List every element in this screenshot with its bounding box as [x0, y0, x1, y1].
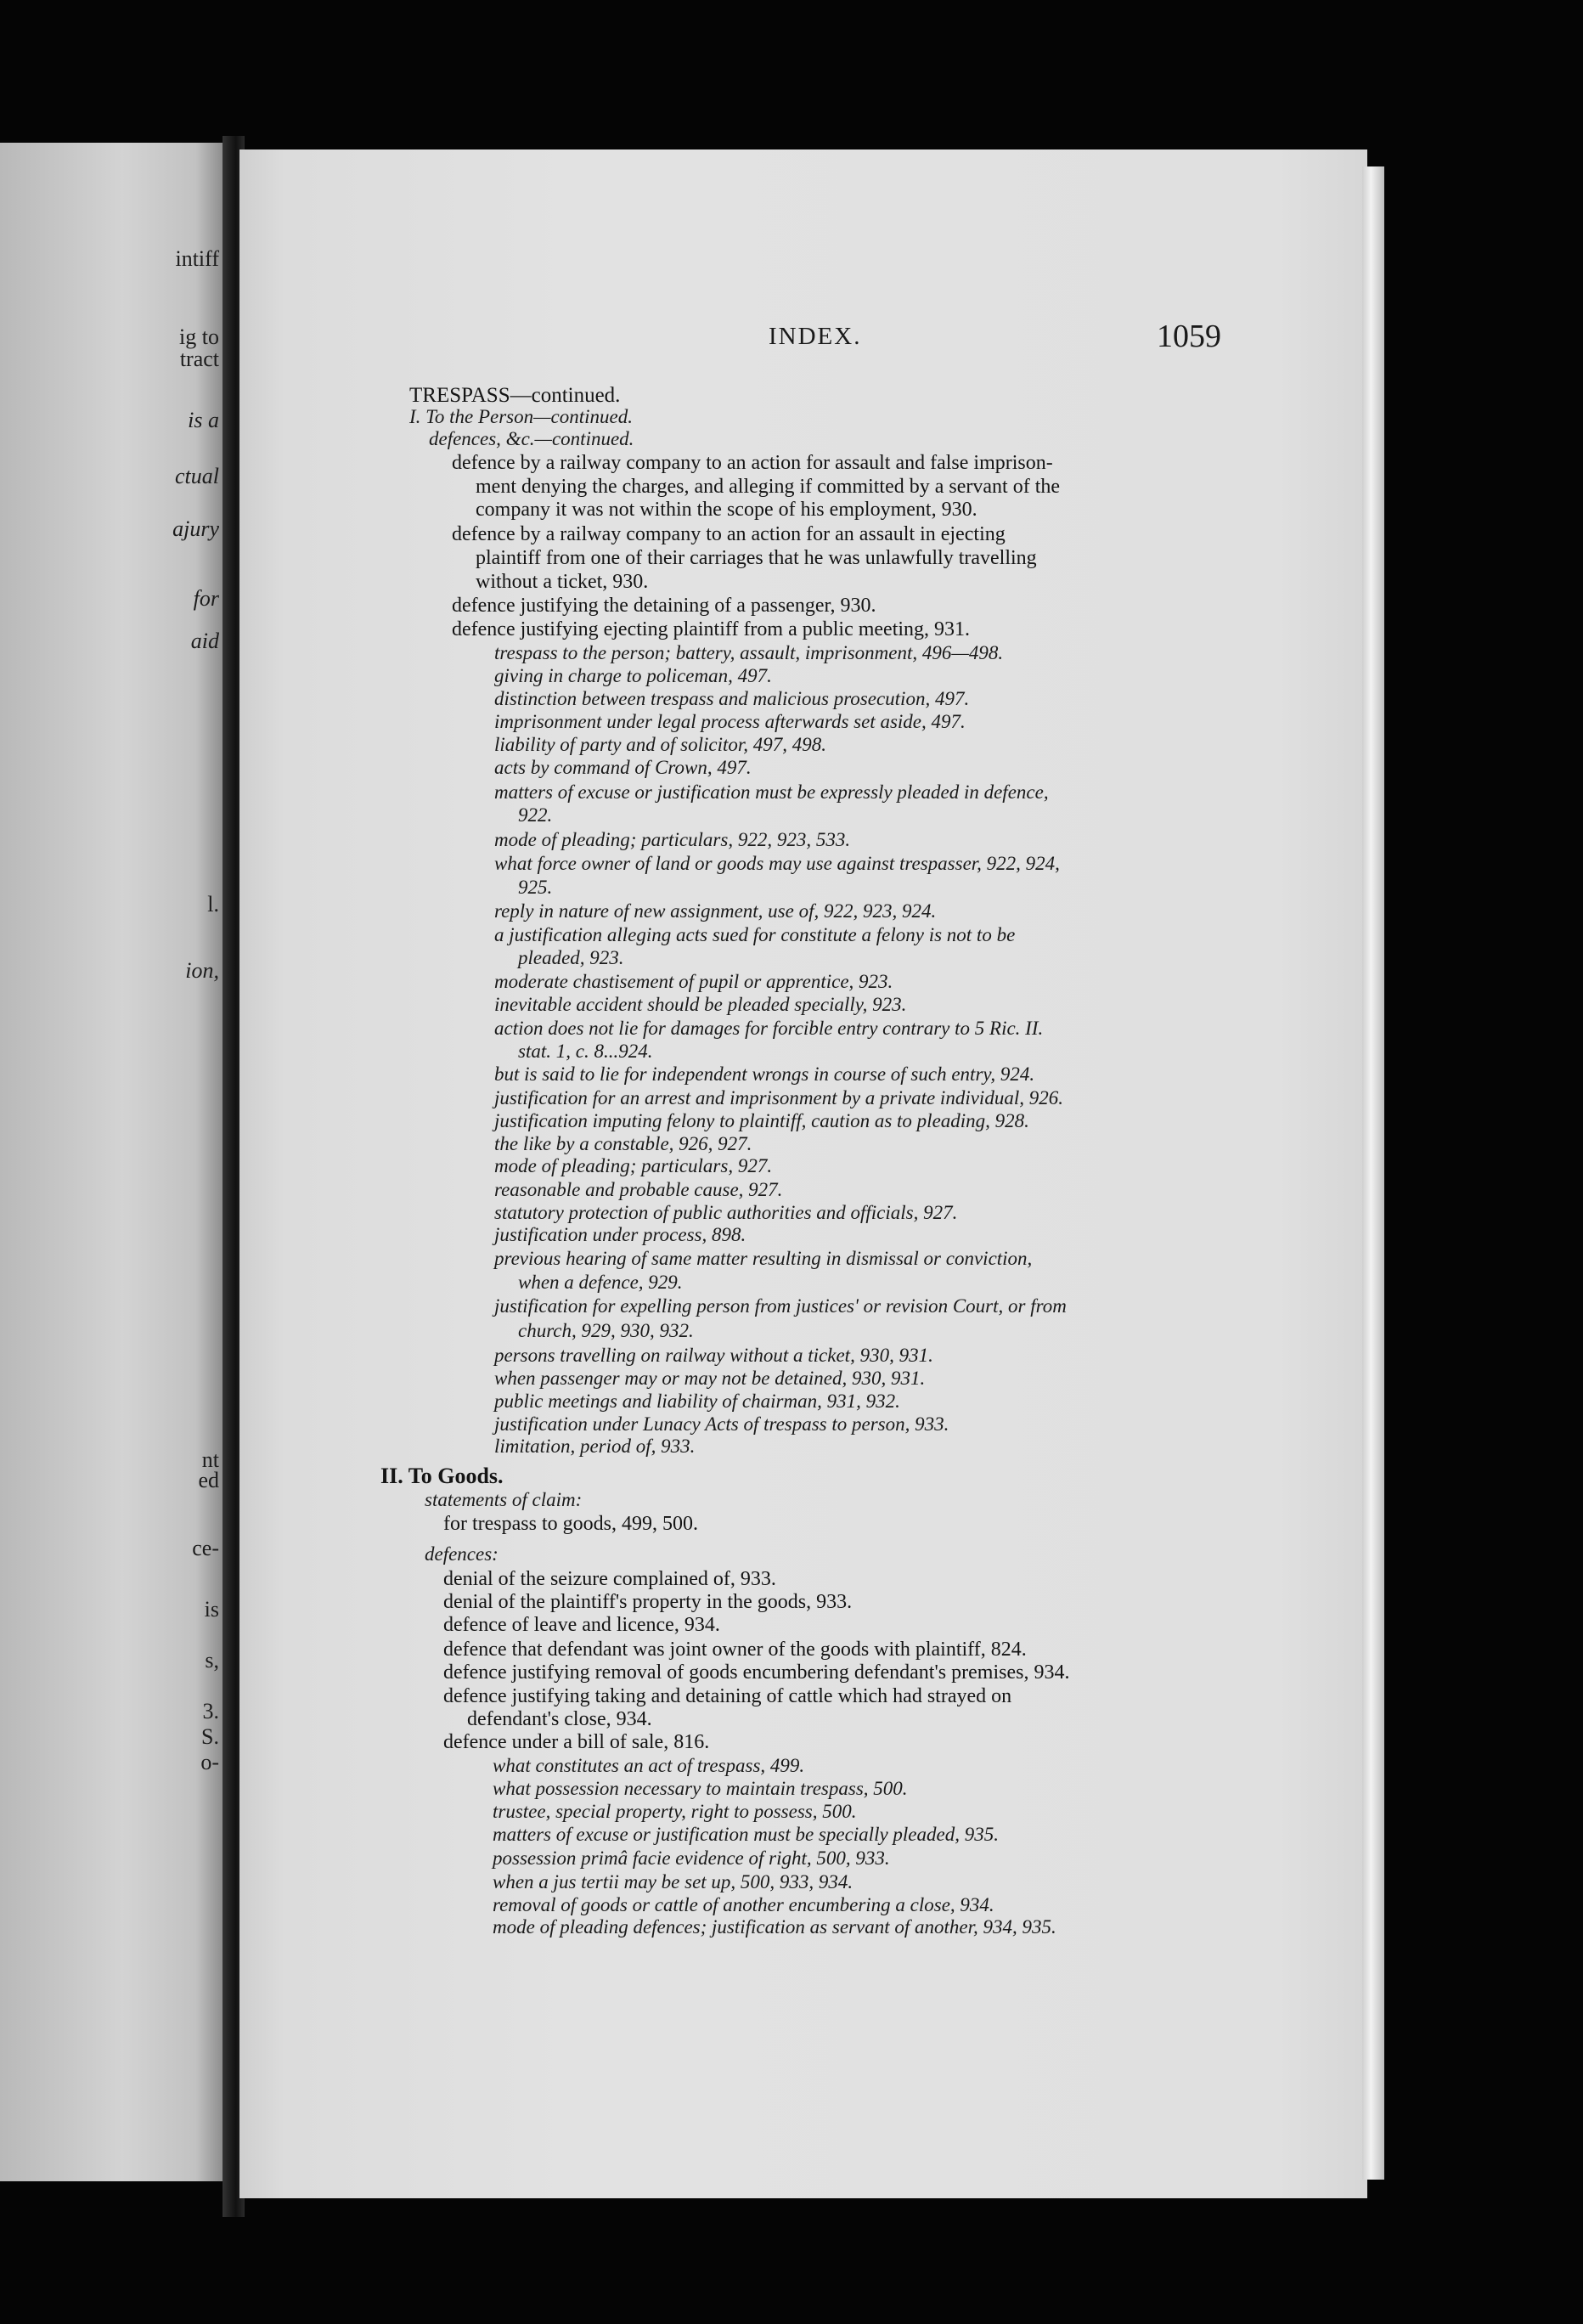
index-line: what constitutes an act of trespass, 499.	[493, 1755, 805, 1776]
index-line: when a jus tertii may be set up, 500, 933, 934.	[493, 1871, 853, 1892]
index-line: possession primâ facie evidence of right, 500, 933.	[493, 1847, 890, 1869]
index-line: without a ticket, 930.	[476, 571, 649, 593]
index-line: justification under process, 898.	[494, 1224, 746, 1245]
index-line: limitation, period of, 933.	[494, 1436, 696, 1457]
index-line: removal of goods or cattle of another encumbering a close, 934.	[493, 1894, 994, 1915]
index-line: denial of the seizure complained of, 933.	[443, 1568, 776, 1590]
index-line: defence of leave and licence, 934.	[443, 1614, 720, 1636]
index-line: when a defence, 929.	[518, 1272, 683, 1293]
left-page-fragment: s,	[205, 1648, 219, 1672]
index-line: action does not lie for damages for forcible entry contrary to 5 Ric. II.	[494, 1018, 1044, 1039]
index-line: matters of excuse or justification must be expressly pleaded in defence,	[494, 781, 1049, 803]
index-line: pleaded, 923.	[518, 947, 624, 968]
index-line: defendant's close, 934.	[467, 1708, 652, 1730]
running-head	[0, 319, 1583, 357]
left-page-fragment: ctual	[175, 464, 219, 488]
index-line: church, 929, 930, 932.	[518, 1320, 694, 1341]
left-page-fragment: ce-	[192, 1536, 219, 1560]
index-line: mode of pleading defences; justification as servant of another, 934, 935.	[493, 1916, 1056, 1938]
index-line: defence under a bill of sale, 816.	[443, 1731, 710, 1753]
index-line: defence justifying taking and detaining of cattle which had strayed on	[443, 1685, 1012, 1707]
index-line: defence justifying removal of goods encumbering defendant's premises, 934.	[443, 1661, 1070, 1684]
index-line: liability of party and of solicitor, 497, 498.	[494, 734, 826, 755]
index-line: I. To the Person—continued.	[409, 406, 633, 427]
left-page-fragment: for	[193, 586, 219, 611]
left-page-fragment: o-	[200, 1750, 219, 1774]
index-line: the like by a constable, 926, 927.	[494, 1133, 752, 1154]
index-line: plaintiff from one of their carriages that he was unlawfully travelling	[476, 547, 1037, 569]
left-page-fragment: ig to	[179, 324, 219, 349]
index-line: trespass to the person; battery, assault, imprisonment, 496—498.	[494, 642, 1004, 663]
index-line: giving in charge to policeman, 497.	[494, 665, 772, 686]
index-line: company it was not within the scope of his employment, 930.	[476, 499, 977, 521]
left-page-fragment: ion,	[185, 958, 219, 983]
index-line: previous hearing of same matter resulting in dismissal or conviction,	[494, 1248, 1033, 1269]
index-line: 925.	[518, 877, 553, 898]
index-line: public meetings and liability of chairman, 931, 932.	[494, 1390, 900, 1412]
index-line: but is said to lie for independent wrongs in course of such entry, 924.	[494, 1063, 1035, 1085]
index-line: denial of the plaintiff's property in the goods, 933.	[443, 1591, 853, 1613]
index-line: for trespass to goods, 499, 500.	[443, 1513, 698, 1535]
index-line: ment denying the charges, and alleging if committed by a servant of the	[476, 476, 1061, 498]
index-line: defence justifying ejecting plaintiff from a public meeting, 931.	[452, 618, 971, 640]
left-page-fragment: l.	[207, 892, 219, 917]
left-page-fragment: aid	[190, 629, 219, 653]
index-line: justification for an arrest and imprisonment by a private individual, 926.	[494, 1087, 1063, 1108]
left-page-fragment: ajury	[172, 516, 219, 541]
index-line: defence by a railway company to an action for an assault in ejecting	[452, 523, 1006, 545]
index-line: persons travelling on railway without a ticket, 930, 931.	[494, 1345, 933, 1366]
index-line: a justification alleging acts sued for constitute a felony is not to be	[494, 924, 1016, 945]
index-line: what force owner of land or goods may use against trespasser, 922, 924,	[494, 853, 1060, 874]
running-head-title: INDEX.	[769, 323, 862, 350]
index-line: acts by command of Crown, 497.	[494, 757, 752, 778]
left-page-fragment: is	[204, 1597, 219, 1622]
left-page-margin	[0, 143, 223, 2181]
index-section-heading: II. To Goods.	[380, 1464, 504, 1488]
index-line: defence justifying the detaining of a passenger, 930.	[452, 595, 876, 617]
left-page-fragment: ed	[198, 1468, 219, 1492]
left-page-fragment: nt	[201, 1447, 219, 1472]
index-heading: TRESPASS—continued.	[409, 384, 621, 407]
index-line: statements of claim:	[425, 1489, 583, 1510]
page-edge	[1362, 166, 1384, 2180]
index-line: imprisonment under legal process afterwards set aside, 497.	[494, 711, 966, 732]
left-page-fragment: S.	[201, 1724, 219, 1749]
left-page-fragment: tract	[179, 347, 219, 371]
left-page-fragment: 3.	[202, 1699, 219, 1723]
index-line: justification under Lunacy Acts of trespass to person, 933.	[494, 1413, 949, 1435]
index-line: reply in nature of new assignment, use of, 922, 923, 924.	[494, 900, 937, 922]
index-line: defence by a railway company to an action for assault and false imprison-	[452, 452, 1053, 474]
index-line: inevitable accident should be pleaded specially, 923.	[494, 994, 907, 1015]
left-page-fragment: is a	[188, 408, 219, 432]
index-line: mode of pleading; particulars, 922, 923, 533.	[494, 829, 851, 850]
index-line: distinction between trespass and malicious prosecution, 497.	[494, 688, 970, 709]
index-line: stat. 1, c. 8...924.	[518, 1041, 653, 1062]
index-line: justification for expelling person from justices' or revision Court, or from	[494, 1295, 1067, 1317]
index-line: justification imputing felony to plaintiff, caution as to pleading, 928.	[494, 1110, 1029, 1131]
index-line: when passenger may or may not be detained, 930, 931.	[494, 1368, 926, 1389]
index-line: defences, &c.—continued.	[429, 428, 634, 449]
index-line: trustee, special property, right to possess, 500.	[493, 1801, 857, 1822]
index-line: statutory protection of public authorities and officials, 927.	[494, 1202, 958, 1223]
page-number: 1059	[1157, 319, 1221, 354]
index-line: matters of excuse or justification must be specially pleaded, 935.	[493, 1824, 999, 1845]
index-line: mode of pleading; particulars, 927.	[494, 1155, 773, 1176]
index-line: reasonable and probable cause, 927.	[494, 1179, 783, 1200]
index-line: what possession necessary to maintain trespass, 500.	[493, 1778, 908, 1799]
index-line: defence that defendant was joint owner of the goods with plaintiff, 824.	[443, 1639, 1027, 1661]
index-line: 922.	[518, 804, 553, 826]
left-page-fragment: intiff	[175, 246, 219, 271]
index-line: defences:	[425, 1543, 499, 1565]
index-line: moderate chastisement of pupil or apprentice, 923.	[494, 971, 893, 992]
